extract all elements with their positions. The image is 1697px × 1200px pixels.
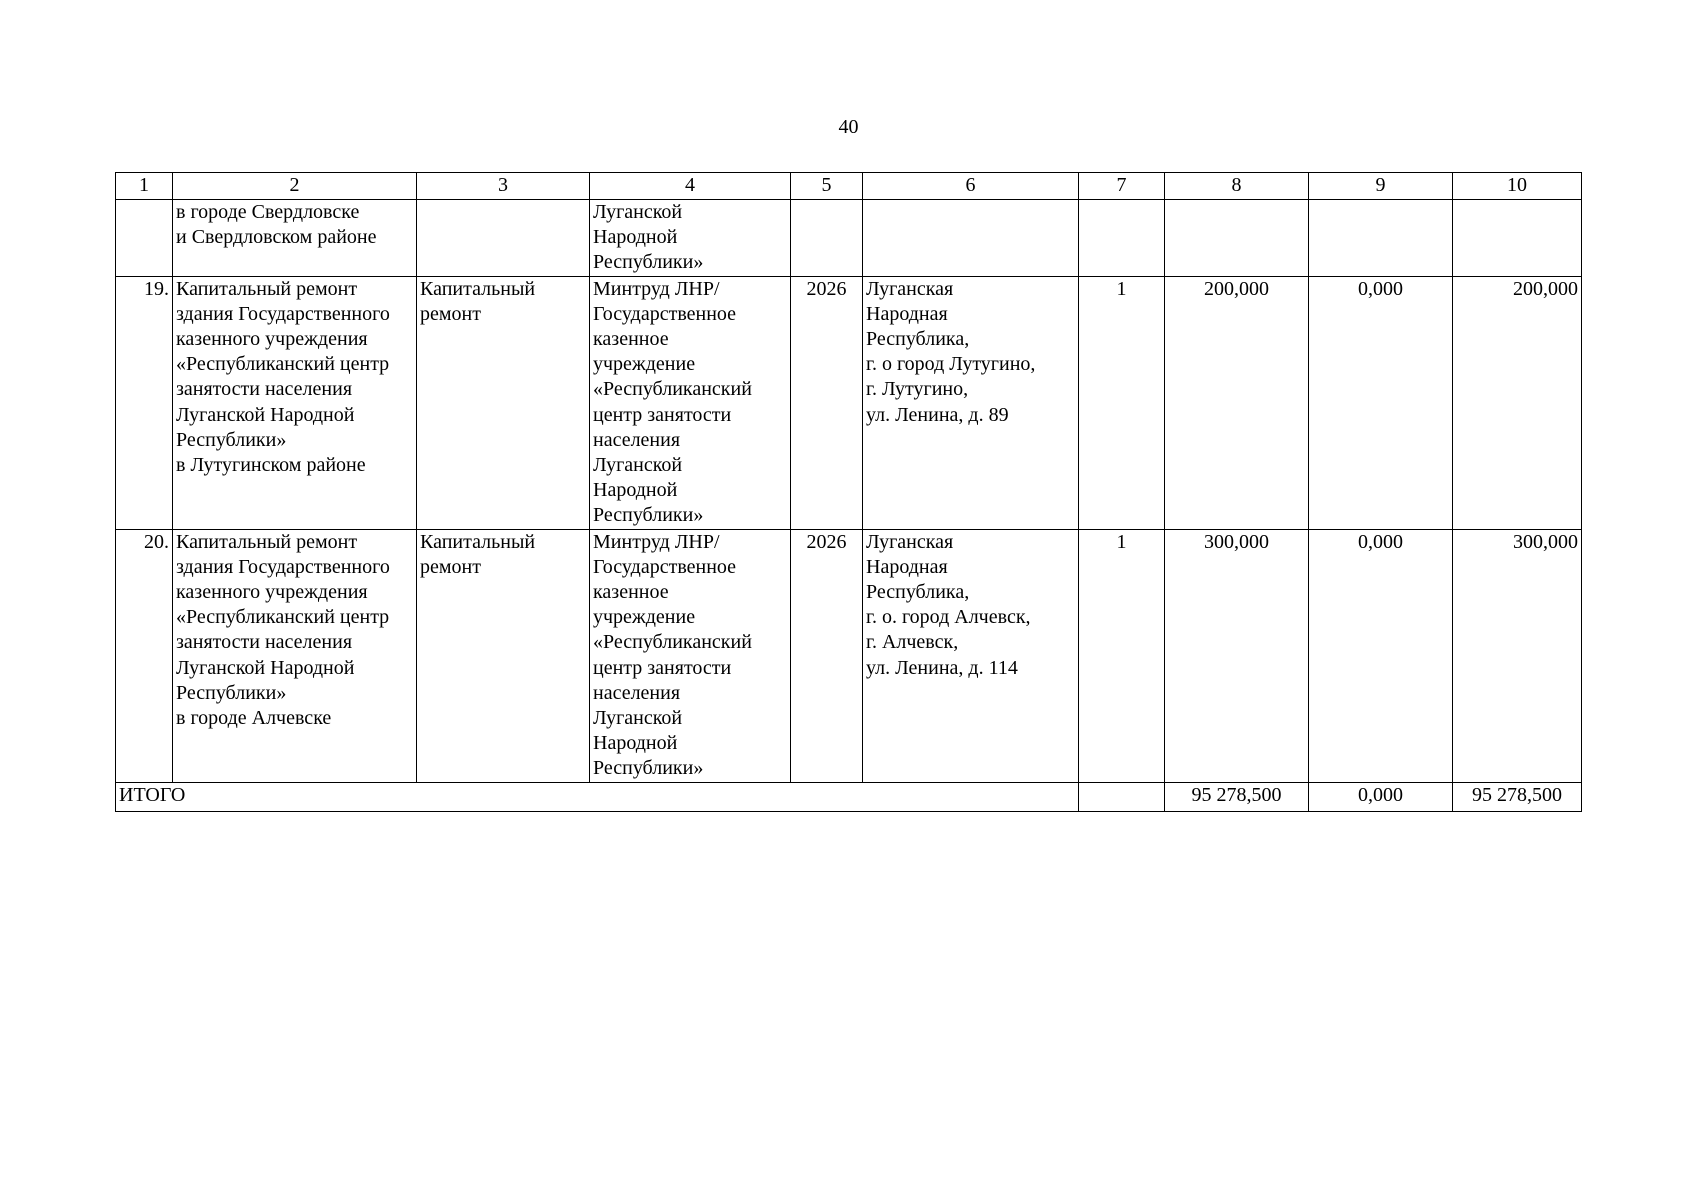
total-count — [1079, 782, 1165, 811]
column-header: 6 — [863, 173, 1079, 200]
address: Луганская Народная Республика, г. о. город Алчевск, г. Алчевск, ул. Ленина, д. 114 — [863, 529, 1079, 782]
column-header: 5 — [791, 173, 863, 200]
year: 2026 — [791, 529, 863, 782]
total-col9: 0,000 — [1309, 782, 1453, 811]
row-number: 20. — [116, 529, 173, 782]
budget-table — [115, 172, 1582, 812]
column-header: 7 — [1079, 173, 1165, 200]
table-row — [116, 529, 1582, 782]
customer: Минтруд ЛНР/ Государственное казенное учреждение «Республиканский центр занятости населения Луганской Народной Республики» — [590, 529, 791, 782]
total-col10: 95 278,500 — [1453, 782, 1582, 811]
value-col8: 300,000 — [1165, 529, 1309, 782]
page-number: 40 — [838, 116, 859, 138]
work-type: Капитальный ремонт — [417, 276, 590, 529]
column-header: 2 — [173, 173, 417, 200]
value-col9 — [1309, 200, 1453, 277]
count: 1 — [1079, 529, 1165, 782]
total-row — [116, 782, 1582, 811]
object-name: Капитальный ремонт здания Государственного казенного учреждения «Республиканский центр занятости населения Луганской Народной Республики» в Лутугинском районе — [173, 276, 417, 529]
row-number — [116, 200, 173, 277]
value-col9: 0,000 — [1309, 529, 1453, 782]
value-col10 — [1453, 200, 1582, 277]
total-label: ИТОГО — [116, 782, 1079, 811]
total-col8: 95 278,500 — [1165, 782, 1309, 811]
value-col8: 200,000 — [1165, 276, 1309, 529]
count: 1 — [1079, 276, 1165, 529]
count — [1079, 200, 1165, 277]
year — [791, 200, 863, 277]
table-row — [116, 276, 1582, 529]
value-col8 — [1165, 200, 1309, 277]
work-type — [417, 200, 590, 277]
table-header-row — [116, 173, 1582, 200]
value-col9: 0,000 — [1309, 276, 1453, 529]
column-header: 1 — [116, 173, 173, 200]
table-row — [116, 200, 1582, 277]
value-col10: 300,000 — [1453, 529, 1582, 782]
column-header: 9 — [1309, 173, 1453, 200]
row-number: 19. — [116, 276, 173, 529]
address — [863, 200, 1079, 277]
object-name: в городе Свердловске и Свердловском районе — [173, 200, 417, 277]
customer: Луганской Народной Республики» — [590, 200, 791, 277]
column-header: 3 — [417, 173, 590, 200]
column-header: 10 — [1453, 173, 1582, 200]
column-header: 8 — [1165, 173, 1309, 200]
column-header: 4 — [590, 173, 791, 200]
customer: Минтруд ЛНР/ Государственное казенное учреждение «Республиканский центр занятости населения Луганской Народной Республики» — [590, 276, 791, 529]
year: 2026 — [791, 276, 863, 529]
value-col10: 200,000 — [1453, 276, 1582, 529]
object-name: Капитальный ремонт здания Государственного казенного учреждения «Республиканский центр занятости населения Луганской Народной Республики» в городе Алчевске — [173, 529, 417, 782]
address: Луганская Народная Республика, г. о город Лутугино, г. Лутугино, ул. Ленина, д. 89 — [863, 276, 1079, 529]
work-type: Капитальный ремонт — [417, 529, 590, 782]
